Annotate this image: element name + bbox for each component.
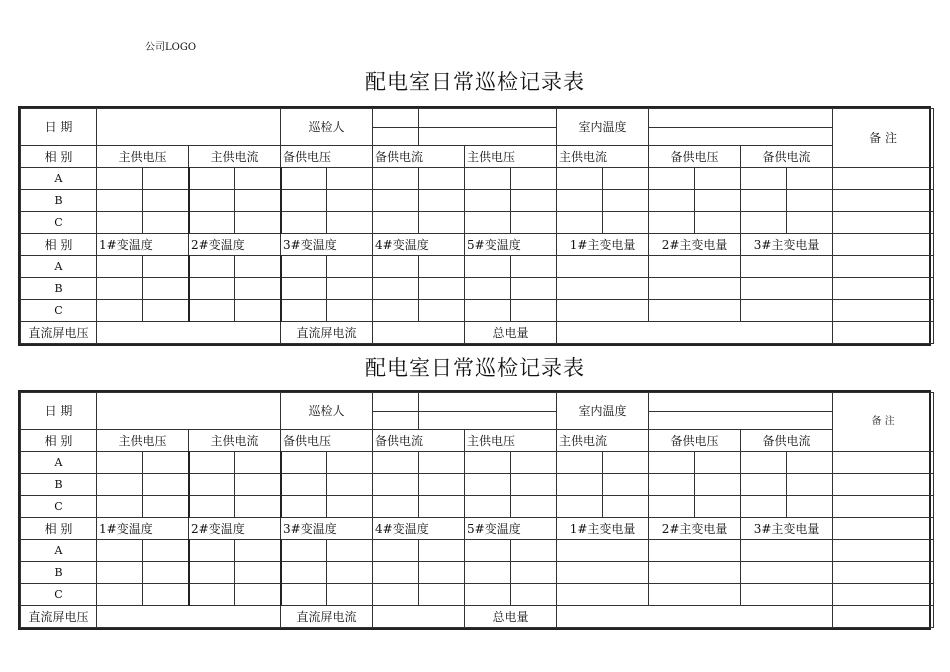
entry-cell[interactable]: [511, 278, 557, 300]
column-header: 3#变温度: [281, 518, 373, 540]
remarks-label: 备 注: [833, 393, 934, 452]
entry-cell[interactable]: [741, 474, 787, 496]
remarks-label: 备 注: [833, 109, 934, 168]
column-header: 主供电流: [557, 430, 649, 452]
entry-cell[interactable]: [603, 168, 649, 190]
column-header: 备供电压: [281, 146, 373, 168]
remarks-cell[interactable]: [833, 452, 934, 474]
entry-cell[interactable]: [741, 300, 833, 322]
dc-voltage-field[interactable]: [97, 322, 281, 344]
entry-cell[interactable]: [281, 190, 327, 212]
entry-cell[interactable]: [603, 474, 649, 496]
entry-cell[interactable]: [143, 256, 189, 278]
entry-cell[interactable]: [603, 496, 649, 518]
entry-cell[interactable]: [281, 278, 327, 300]
entry-cell[interactable]: [189, 496, 235, 518]
entry-cell[interactable]: [327, 300, 373, 322]
inspector-field-a[interactable]: [373, 393, 419, 430]
entry-cell[interactable]: [189, 562, 235, 584]
entry-cell[interactable]: [281, 474, 327, 496]
entry-cell[interactable]: [189, 452, 235, 474]
entry-cell[interactable]: [557, 168, 603, 190]
dc-current-label: 直流屏电流: [281, 606, 373, 628]
entry-cell[interactable]: [465, 496, 511, 518]
entry-cell[interactable]: [695, 168, 741, 190]
phase-a-label: A: [21, 540, 97, 562]
entry-cell[interactable]: [787, 212, 833, 234]
phase-c-label: C: [21, 212, 97, 234]
entry-cell[interactable]: [235, 300, 281, 322]
entry-cell[interactable]: [143, 190, 189, 212]
column-header: 主供电流: [557, 146, 649, 168]
inspection-form-1: [18, 106, 931, 346]
inspection-form-2: [18, 390, 931, 630]
phase-a-label: A: [21, 452, 97, 474]
entry-cell[interactable]: [557, 562, 649, 584]
entry-cell[interactable]: [695, 474, 741, 496]
entry-cell[interactable]: [235, 562, 281, 584]
entry-cell[interactable]: [327, 452, 373, 474]
remarks-cell[interactable]: [833, 212, 934, 234]
entry-cell[interactable]: [281, 540, 327, 562]
entry-cell[interactable]: [511, 474, 557, 496]
remarks-cell[interactable]: [833, 322, 934, 344]
entry-cell[interactable]: [373, 562, 419, 584]
room-temp-field[interactable]: [649, 109, 833, 146]
entry-cell[interactable]: [419, 584, 465, 606]
column-header: 5#变温度: [465, 518, 557, 540]
total-energy-field[interactable]: [557, 606, 833, 628]
entry-cell[interactable]: [97, 278, 143, 300]
column-header: 3#主变电量: [741, 518, 833, 540]
entry-cell[interactable]: [603, 190, 649, 212]
entry-cell[interactable]: [557, 452, 603, 474]
entry-cell[interactable]: [143, 496, 189, 518]
room-temp-label: 室内温度: [557, 109, 649, 146]
entry-cell[interactable]: [373, 452, 419, 474]
room-temp-label: 室内温度: [557, 393, 649, 430]
entry-cell[interactable]: [143, 212, 189, 234]
entry-cell[interactable]: [373, 584, 419, 606]
entry-cell[interactable]: [143, 562, 189, 584]
entry-cell[interactable]: [511, 562, 557, 584]
phase-b-label: B: [21, 278, 97, 300]
entry-cell[interactable]: [557, 278, 649, 300]
form-title: 配电室日常巡检记录表: [365, 356, 585, 380]
remarks-cell[interactable]: [833, 190, 934, 212]
phase-b-label: B: [21, 474, 97, 496]
entry-cell[interactable]: [97, 190, 143, 212]
entry-cell[interactable]: [373, 190, 419, 212]
entry-cell[interactable]: [465, 278, 511, 300]
column-header: 1#主变电量: [557, 518, 649, 540]
column-header: 5#变温度: [465, 234, 557, 256]
inspector-field-b[interactable]: [419, 109, 557, 146]
phase-label: 相 别: [21, 430, 97, 452]
entry-cell[interactable]: [465, 300, 511, 322]
entry-cell[interactable]: [327, 496, 373, 518]
phase-label: 相 别: [21, 146, 97, 168]
entry-cell[interactable]: [649, 278, 741, 300]
entry-cell[interactable]: [695, 212, 741, 234]
date-label: 日 期: [21, 109, 97, 146]
inspector-field-b[interactable]: [419, 393, 557, 430]
entry-cell[interactable]: [419, 256, 465, 278]
entry-cell[interactable]: [741, 256, 833, 278]
entry-cell[interactable]: [557, 474, 603, 496]
entry-cell[interactable]: [97, 452, 143, 474]
column-header: 备供电压: [649, 430, 741, 452]
entry-cell[interactable]: [787, 496, 833, 518]
dc-current-label: 直流屏电流: [281, 322, 373, 344]
entry-cell[interactable]: [557, 584, 649, 606]
company-logo-text: 公司LOGO: [145, 42, 197, 53]
entry-cell[interactable]: [143, 540, 189, 562]
date-label: 日 期: [21, 393, 97, 430]
entry-cell[interactable]: [97, 562, 143, 584]
remarks-cell[interactable]: [833, 606, 934, 628]
entry-cell[interactable]: [649, 256, 741, 278]
entry-cell[interactable]: [511, 584, 557, 606]
entry-cell[interactable]: [649, 300, 741, 322]
phase-label: 相 别: [21, 518, 97, 540]
entry-cell[interactable]: [557, 496, 603, 518]
column-header: 4#变温度: [373, 234, 465, 256]
entry-cell[interactable]: [741, 584, 833, 606]
entry-cell[interactable]: [189, 168, 235, 190]
entry-cell[interactable]: [189, 278, 235, 300]
entry-cell[interactable]: [557, 190, 603, 212]
entry-cell[interactable]: [97, 168, 143, 190]
entry-cell[interactable]: [741, 496, 787, 518]
entry-cell[interactable]: [603, 212, 649, 234]
remarks-cell[interactable]: [833, 496, 934, 518]
entry-cell[interactable]: [327, 190, 373, 212]
entry-cell[interactable]: [465, 474, 511, 496]
entry-cell[interactable]: [143, 452, 189, 474]
entry-cell[interactable]: [327, 540, 373, 562]
entry-cell[interactable]: [419, 474, 465, 496]
entry-cell[interactable]: [373, 168, 419, 190]
column-header: 备供电流: [741, 430, 833, 452]
entry-cell[interactable]: [511, 496, 557, 518]
column-header: 主供电流: [189, 146, 281, 168]
entry-cell[interactable]: [235, 540, 281, 562]
entry-cell[interactable]: [511, 300, 557, 322]
entry-cell[interactable]: [649, 190, 695, 212]
entry-cell[interactable]: [327, 584, 373, 606]
entry-cell[interactable]: [281, 256, 327, 278]
entry-cell[interactable]: [373, 256, 419, 278]
remarks-cell[interactable]: [833, 234, 934, 256]
inspection-table: [20, 392, 934, 628]
entry-cell[interactable]: [97, 496, 143, 518]
entry-cell[interactable]: [189, 584, 235, 606]
entry-cell[interactable]: [649, 584, 741, 606]
entry-cell[interactable]: [373, 496, 419, 518]
entry-cell[interactable]: [419, 278, 465, 300]
remarks-cell[interactable]: [833, 540, 934, 562]
entry-cell[interactable]: [143, 584, 189, 606]
entry-cell[interactable]: [511, 168, 557, 190]
entry-cell[interactable]: [235, 212, 281, 234]
entry-cell[interactable]: [465, 168, 511, 190]
entry-cell[interactable]: [649, 212, 695, 234]
entry-cell[interactable]: [419, 540, 465, 562]
entry-cell[interactable]: [419, 190, 465, 212]
entry-cell[interactable]: [465, 562, 511, 584]
column-header: 1#变温度: [97, 518, 189, 540]
entry-cell[interactable]: [741, 190, 787, 212]
dc-voltage-label: 直流屏电压: [21, 606, 97, 628]
entry-cell[interactable]: [787, 168, 833, 190]
entry-cell[interactable]: [281, 562, 327, 584]
column-header: 备供电流: [373, 430, 465, 452]
entry-cell[interactable]: [741, 540, 833, 562]
phase-b-label: B: [21, 190, 97, 212]
entry-cell[interactable]: [419, 562, 465, 584]
date-field[interactable]: [97, 393, 281, 430]
entry-cell[interactable]: [419, 168, 465, 190]
remarks-cell[interactable]: [833, 168, 934, 190]
column-header: 2#变温度: [189, 518, 281, 540]
entry-cell[interactable]: [235, 278, 281, 300]
entry-cell[interactable]: [189, 190, 235, 212]
entry-cell[interactable]: [787, 474, 833, 496]
entry-cell[interactable]: [557, 300, 649, 322]
entry-cell[interactable]: [143, 168, 189, 190]
entry-cell[interactable]: [327, 474, 373, 496]
entry-cell[interactable]: [235, 452, 281, 474]
column-header: 3#主变电量: [741, 234, 833, 256]
entry-cell[interactable]: [787, 452, 833, 474]
entry-cell[interactable]: [189, 474, 235, 496]
remarks-cell[interactable]: [833, 562, 934, 584]
inspector-field-a[interactable]: [373, 109, 419, 146]
entry-cell[interactable]: [281, 212, 327, 234]
entry-cell[interactable]: [189, 540, 235, 562]
entry-cell[interactable]: [373, 540, 419, 562]
remarks-cell[interactable]: [833, 256, 934, 278]
entry-cell[interactable]: [97, 256, 143, 278]
column-header: 主供电压: [465, 146, 557, 168]
entry-cell[interactable]: [373, 212, 419, 234]
column-header: 3#变温度: [281, 234, 373, 256]
entry-cell[interactable]: [741, 168, 787, 190]
entry-cell[interactable]: [281, 496, 327, 518]
column-header: 1#变温度: [97, 234, 189, 256]
entry-cell[interactable]: [557, 256, 649, 278]
dc-current-field[interactable]: [373, 322, 465, 344]
entry-cell[interactable]: [465, 256, 511, 278]
entry-cell[interactable]: [373, 474, 419, 496]
phase-c-label: C: [21, 300, 97, 322]
entry-cell[interactable]: [741, 212, 787, 234]
entry-cell[interactable]: [511, 190, 557, 212]
entry-cell[interactable]: [327, 168, 373, 190]
entry-cell[interactable]: [235, 168, 281, 190]
remarks-cell[interactable]: [833, 518, 934, 540]
column-header: 主供电压: [465, 430, 557, 452]
room-temp-field[interactable]: [649, 393, 833, 430]
phase-c-label: C: [21, 584, 97, 606]
entry-cell[interactable]: [649, 540, 741, 562]
entry-cell[interactable]: [603, 452, 649, 474]
phase-c-label: C: [21, 496, 97, 518]
entry-cell[interactable]: [419, 496, 465, 518]
entry-cell[interactable]: [281, 452, 327, 474]
phase-a-label: A: [21, 168, 97, 190]
column-header: 备供电流: [741, 146, 833, 168]
entry-cell[interactable]: [97, 300, 143, 322]
column-header: 备供电压: [649, 146, 741, 168]
entry-cell[interactable]: [235, 256, 281, 278]
remarks-cell[interactable]: [833, 278, 934, 300]
entry-cell[interactable]: [143, 278, 189, 300]
total-energy-field[interactable]: [557, 322, 833, 344]
entry-cell[interactable]: [465, 540, 511, 562]
entry-cell[interactable]: [741, 562, 833, 584]
entry-cell[interactable]: [511, 540, 557, 562]
date-field[interactable]: [97, 109, 281, 146]
entry-cell[interactable]: [143, 474, 189, 496]
dc-voltage-label: 直流屏电压: [21, 322, 97, 344]
entry-cell[interactable]: [741, 452, 787, 474]
column-header: 2#主变电量: [649, 234, 741, 256]
entry-cell[interactable]: [281, 584, 327, 606]
entry-cell[interactable]: [511, 452, 557, 474]
entry-cell[interactable]: [419, 212, 465, 234]
entry-cell[interactable]: [511, 256, 557, 278]
column-header: 1#主变电量: [557, 234, 649, 256]
column-header: 主供电流: [189, 430, 281, 452]
entry-cell[interactable]: [327, 562, 373, 584]
entry-cell[interactable]: [97, 474, 143, 496]
entry-cell[interactable]: [327, 256, 373, 278]
column-header: 备供电压: [281, 430, 373, 452]
entry-cell[interactable]: [189, 300, 235, 322]
entry-cell[interactable]: [511, 212, 557, 234]
entry-cell[interactable]: [235, 190, 281, 212]
entry-cell[interactable]: [419, 452, 465, 474]
remarks-cell[interactable]: [833, 584, 934, 606]
column-header: 备供电流: [373, 146, 465, 168]
total-energy-label: 总电量: [465, 606, 557, 628]
entry-cell[interactable]: [695, 190, 741, 212]
entry-cell[interactable]: [557, 540, 649, 562]
entry-cell[interactable]: [97, 584, 143, 606]
phase-b-label: B: [21, 562, 97, 584]
entry-cell[interactable]: [419, 300, 465, 322]
entry-cell[interactable]: [235, 584, 281, 606]
entry-cell[interactable]: [281, 300, 327, 322]
phase-a-label: A: [21, 256, 97, 278]
entry-cell[interactable]: [235, 474, 281, 496]
entry-cell[interactable]: [97, 212, 143, 234]
entry-cell[interactable]: [143, 300, 189, 322]
entry-cell[interactable]: [465, 584, 511, 606]
entry-cell[interactable]: [649, 496, 695, 518]
entry-cell[interactable]: [373, 300, 419, 322]
column-header: 主供电压: [97, 146, 189, 168]
column-header: 2#变温度: [189, 234, 281, 256]
remarks-cell[interactable]: [833, 300, 934, 322]
column-header: 4#变温度: [373, 518, 465, 540]
entry-cell[interactable]: [465, 190, 511, 212]
inspector-label: 巡检人: [281, 109, 373, 146]
inspector-label: 巡检人: [281, 393, 373, 430]
entry-cell[interactable]: [787, 190, 833, 212]
entry-cell[interactable]: [695, 452, 741, 474]
column-header: 2#主变电量: [649, 518, 741, 540]
entry-cell[interactable]: [649, 168, 695, 190]
inspection-table: [20, 108, 934, 344]
entry-cell[interactable]: [465, 212, 511, 234]
entry-cell[interactable]: [649, 474, 695, 496]
entry-cell[interactable]: [189, 212, 235, 234]
dc-voltage-field[interactable]: [97, 606, 281, 628]
entry-cell[interactable]: [465, 452, 511, 474]
total-energy-label: 总电量: [465, 322, 557, 344]
entry-cell[interactable]: [373, 278, 419, 300]
dc-current-field[interactable]: [373, 606, 465, 628]
entry-cell[interactable]: [281, 168, 327, 190]
form-title: 配电室日常巡检记录表: [365, 70, 585, 94]
entry-cell[interactable]: [189, 256, 235, 278]
entry-cell[interactable]: [649, 452, 695, 474]
column-header: 主供电压: [97, 430, 189, 452]
entry-cell[interactable]: [649, 562, 741, 584]
remarks-cell[interactable]: [833, 474, 934, 496]
entry-cell[interactable]: [327, 212, 373, 234]
phase-label: 相 别: [21, 234, 97, 256]
entry-cell[interactable]: [327, 278, 373, 300]
entry-cell[interactable]: [235, 496, 281, 518]
entry-cell[interactable]: [557, 212, 603, 234]
entry-cell[interactable]: [695, 496, 741, 518]
entry-cell[interactable]: [741, 278, 833, 300]
entry-cell[interactable]: [97, 540, 143, 562]
